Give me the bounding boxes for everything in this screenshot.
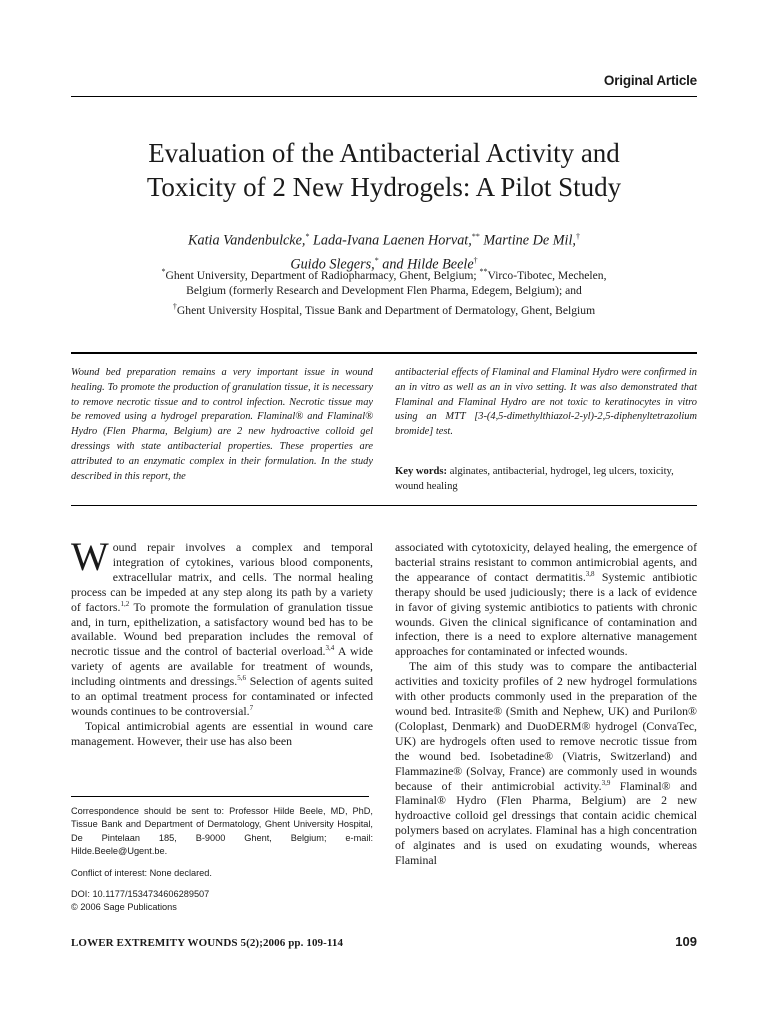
keywords-label: Key words: [395,466,448,477]
affiliation-2-cont: Belgium (formerly Research and Development Flen Pharma, Edegem, Belgium); and [186,284,582,298]
body-paragraph-1 [71,534,373,719]
p3-text-a: associated with cytotoxicity, delayed healing, the emergence of bacterial strains resistant to common antimicrobial agents, and the appearance of contact dermatitis. [395,540,697,584]
affiliation-mark-1: * [161,267,166,276]
ref-5: 3,8 [585,569,595,578]
ref-3: 5,6 [237,674,246,683]
body-right-column [395,540,697,868]
article-title [60,136,708,204]
abstract-top-rule [71,352,697,354]
p1-text-b: To promote the formulation of granulation tissue and, in turn, epithelization, a satisfactory wound bed has to be available. Wound bed preparation includes the removal of necrotic tissue and the control of bacterial overload. [71,599,373,659]
drop-cap: W [71,534,109,579]
keywords [395,465,697,495]
journal-citation: LOWER EXTREMITY WOUNDS 5(2);2006 pp. 109-114 [71,937,344,949]
p1-text-c: A wide variety of agents are available for treatment of wounds, including ointments and dressings. [71,644,373,689]
author-5: and Hilde Beele [378,256,474,273]
page-number: 109 [675,934,697,949]
p4-text-a: The aim of this study was to compare the antibacterial activities and toxicity profiles of 2 new hydrogel formulations with other products commonly used in the preparation of the wound bed. Intrasite® (Smith and Nephew, UK) and Purilon® (Coloplast, Denmark) and DuoDERM® hydrogel (ConvaTec, UK) are hydrogels often used to remove necrotic tissue from the wound bed. Isobetadine® (Viatris, Switzerland) and Flammazine® (Solvay, France) are commonly used in wounds because of their antimicrobial activity. [395,659,697,793]
author-2: Lada-Ivana Laenen Horvat, [309,232,472,249]
body-paragraph-4 [395,659,697,868]
author-1-mark: * [305,232,310,241]
correspondence-note: Correspondence should be sent to: Professor Hilde Beele, MD, PhD, Tissue Bank and Department of Dermatology, Ghent University Hospital, De Pintelaan 185, B-9000 Ghent, Belgium; e-mail: Hilde.Beele@Ugent.be. [71,806,373,857]
title-line-2: Toxicity of 2 New Hydrogels: A Pilot Study [146,172,622,202]
header-rule [71,96,697,97]
footnotes [71,805,373,915]
ref-4: 7 [249,704,254,713]
title-line-1: Evaluation of the Antibacterial Activity and [148,138,620,168]
affiliation-mark-3: † [172,301,177,311]
body-left-column [71,534,373,749]
keywords-list: alginates, antibacterial, hydrogel, leg ulcers, toxicity, wound healing [395,466,674,492]
ref-6: 3,9 [601,778,611,787]
doi: DOI: 10.1177/1534734606289507 [71,889,210,900]
author-2-mark: ** [471,232,480,241]
p3-text-b: Systemic antibiotic therapy should be used judiciously; there is a lack of evidence in favor of giving systemic antibiotics to patients with chronic wounds. Given the clinical significance of contamination and infection, there is a need to explore alternative management approaches for contaminated or infected wounds. [395,569,697,659]
author-3-mark: † [575,232,580,241]
p1-text-a: ound repair involves a complex and temporal integration of cytokines, various blood components, extracellular matrix, and cells. The normal healing process can be impeded at any step along its path by a variety of factors. [71,540,373,614]
affiliation-mark-2: ** [479,267,488,276]
conflict-note: Conflict of interest: None declared. [71,867,212,878]
body-paragraph-3 [395,540,697,659]
abstract-right-column: antibacterial effects of Flaminal and Flaminal Hydro were confirmed in an in vitro as well as an in vivo setting. It was also demonstrated that Flaminal and Flaminal Hydro are not toxic to keratinocytes in vitro using an MTT [3-(4,5-dimethylthiazol-2-yl)-2,5-diphenyltetrazolium bromide] test. [395,367,697,438]
ref-1: 1,2 [120,599,130,608]
footnote-rule [71,796,369,797]
body-paragraph-2: Topical antimicrobial agents are essential in wound care management. However, their use has also been [71,718,373,748]
affiliation-1: Ghent University, Department of Radiopharmacy, Ghent, Belgium; [165,268,480,282]
affiliation-2: Virco-Tibotec, Mechelen, [487,268,607,282]
copyright: © 2006 Sage Publications [71,902,177,913]
abstract-bottom-rule [71,505,697,506]
ref-2: 3,4 [325,644,335,653]
author-1: Katia Vandenbulcke, [188,232,306,249]
p1-text-d: Selection of agents suited to an optimal treatment process for contaminated or infected wounds continues to be controversial. [71,674,373,718]
affiliation-3: Ghent University Hospital, Tissue Bank and Department of Dermatology, Ghent, Belgium [176,303,596,317]
p4-text-b: Flaminal® and Flaminal® Hydro (Flen Pharma, Belgium) are 2 new hydroactive colloid gel dressings that contain acidic chemical polymers based on acrylates. Flaminal has a high concentration of alginates and is used on exudating wounds, whereas Flaminal [395,778,697,868]
abstract-left-column: Wound bed preparation remains a very important issue in wound healing. To promote the production of granulation tissue, it is necessary to remove necrotic tissue and to control infection. Necrotic tissue may be removed using a hydrogel preparation. Flaminal® and Flaminal® Hydro (Flen Pharma, Belgium) are 2 new hydroactive colloid gel dressings with state antibacterial properties. These properties are attributed to an enzymatic complex in their formulation. In the study described in this report, the [71,367,373,482]
author-4-mark: * [374,255,379,265]
author-4: Guido Slegers, [290,256,375,273]
author-5-mark: † [473,255,478,265]
article-type-label: Original Article [603,73,697,88]
author-3: Martine De Mil, [479,232,576,249]
affiliations [60,264,708,318]
